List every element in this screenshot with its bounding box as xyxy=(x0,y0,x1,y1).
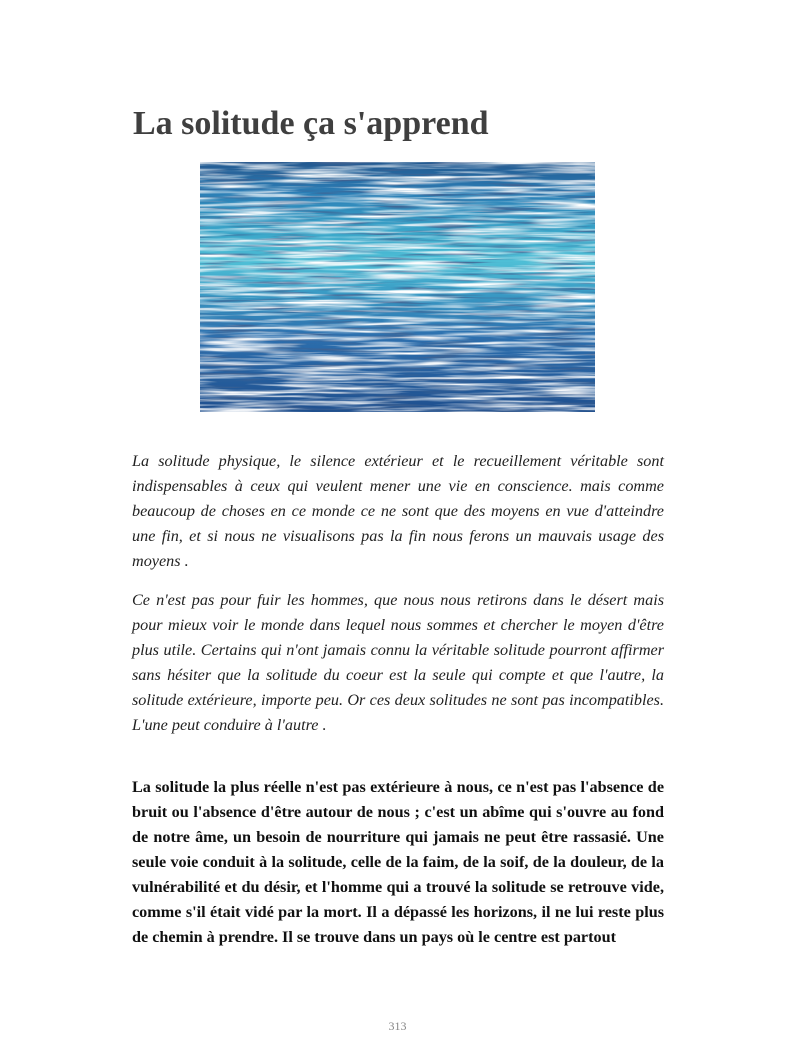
sea-image xyxy=(200,162,595,412)
page-number: 313 xyxy=(388,1019,407,1033)
paragraph-1: La solitude physique, le silence extérieur et le recueillement véritable sont indispensables à ceux qui veulent mener une vie en conscience. mais comme beaucoup de choses en ce monde ce ne sont que des moyens en vue d'atteindre une fin, et si nous ne visualisons pas la fin nous ferons un mauvais usage des moyens . xyxy=(132,452,664,570)
page-title: La solitude ça s'apprend xyxy=(133,105,489,142)
paragraph-3: La solitude la plus réelle n'est pas extérieure à nous, ce n'est pas l'absence de bruit ou l'absence d'être autour de nous ; c'est un abîme qui s'ouvre au fond de notre âme, un besoin de nourriture qui jamais ne peut être rassasié. Une seule voie conduit à la solitude, celle de la faim, de la soif, de la douleur, de la vulnérabilité et du désir, et l'homme qui a trouvé la solitude se retrouve vide, comme s'il était vidé par la mort. Il a dépassé les horizons, il ne lui reste plus de chemin à prendre. Il se trouve dans un pays où le centre est partout xyxy=(132,778,664,946)
paragraph-2: Ce n'est pas pour fuir les hommes, que nous nous retirons dans le désert mais pour mieux voir le monde dans lequel nous sommes et chercher le moyen d'être plus utile. Certains qui n'ont jamais connu la véritable solitude pourront affirmer sans hésiter que la solitude du coeur est la seule qui compte et que l'autre, la solitude extérieure, importe peu. Or ces deux solitudes ne sont pas incompatibles. L'une peut conduire à l'autre . xyxy=(132,591,664,734)
